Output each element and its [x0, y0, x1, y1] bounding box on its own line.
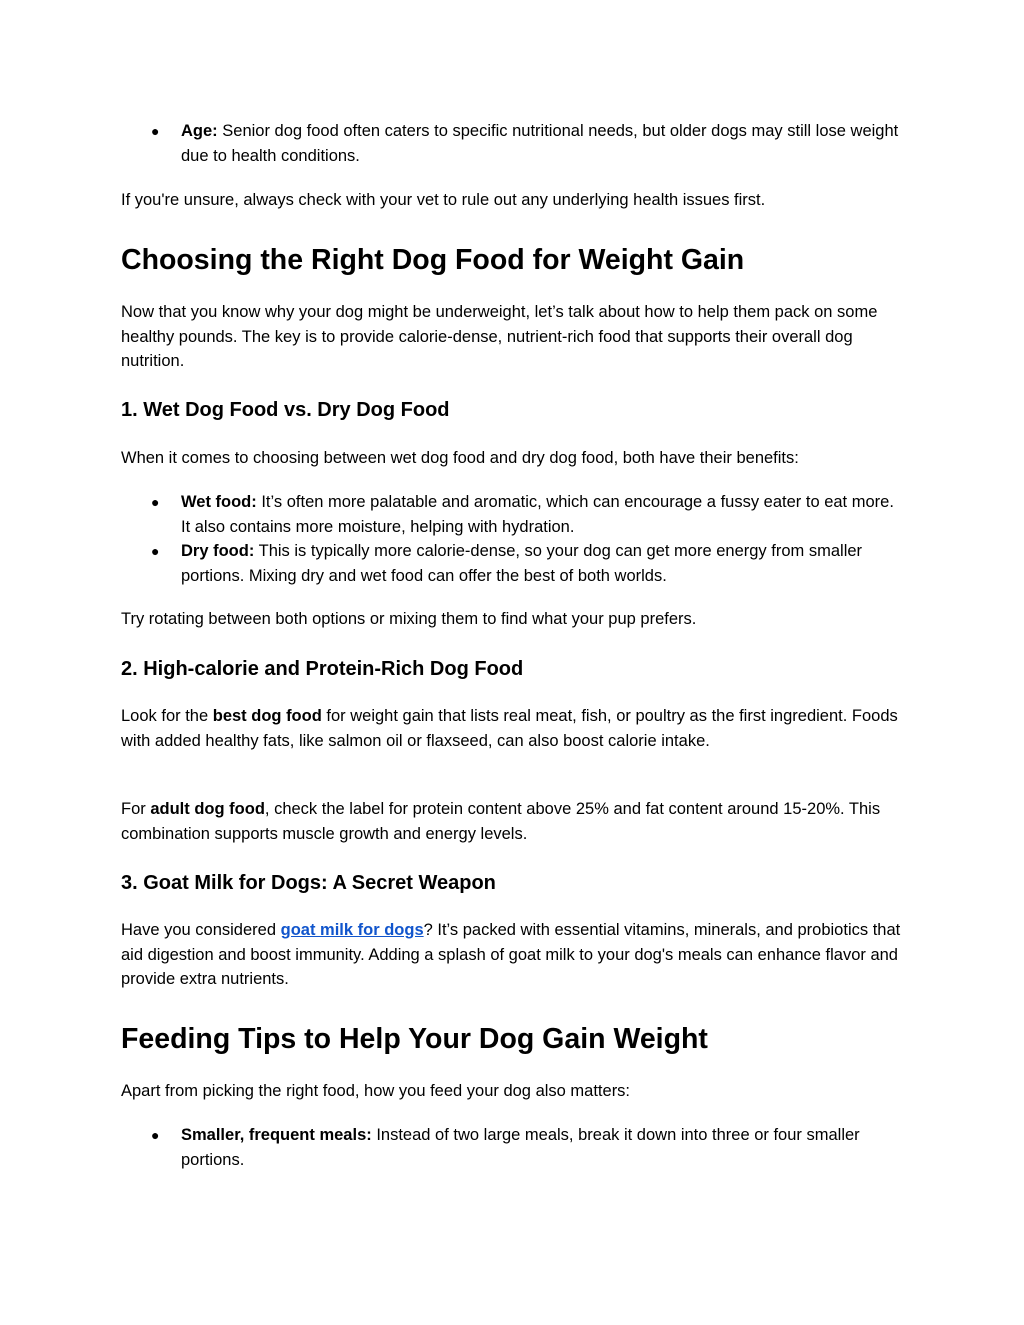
bullet-icon: ●: [151, 1127, 160, 1143]
goat-milk-link[interactable]: goat milk for dogs: [280, 921, 424, 939]
feeding-tips-intro: Apart from picking the right food, how you feed your dog also matters:: [121, 1082, 631, 1100]
wet-vs-dry-intro: When it comes to choosing between wet dog food and dry dog food, both have their benefits:: [121, 449, 799, 467]
section-heading-choosing-food: Choosing the Right Dog Food for Weight Gain: [121, 244, 745, 276]
section-intro-paragraph: Now that you know why your dog might be underweight, let’s talk about how to help them pack on some healthy pounds. The key is to provide calorie-dense, nutrient-rich food that supports their overall dog nutrition.: [121, 303, 878, 370]
subheading-goat-milk: 3. Goat Milk for Dogs: A Secret Weapon: [121, 872, 496, 894]
section-heading-feeding-tips: Feeding Tips to Help Your Dog Gain Weight: [121, 1023, 708, 1055]
bullet-icon: ●: [151, 543, 160, 559]
subheading-wet-vs-dry: 1. Wet Dog Food vs. Dry Dog Food: [121, 399, 450, 421]
bold-best-dog-food: best dog food: [212, 707, 322, 725]
high-calorie-paragraph-2: For adult dog food, check the label for protein content above 25% and fat content around 15-20%. This combination supports muscle growth and energy levels.: [121, 800, 881, 843]
list-item-label: Age:: [181, 122, 218, 140]
goat-milk-paragraph: Have you considered goat milk for dogs? It’s packed with essential vitamins, minerals, and probiotics that aid digestion and boost immunity. Adding a splash of goat milk to your dog's meals can enhance flavor and provide extra nutrients.: [121, 921, 901, 988]
list-item-text: Instead of two large meals, break it down into three or four smaller portions.: [181, 1126, 860, 1169]
wet-vs-dry-outro: Try rotating between both options or mixing them to find what your pup prefers.: [121, 610, 697, 628]
list-item-dry-food: [151, 539, 901, 588]
list-item-text: This is typically more calorie-dense, so your dog can get more energy from smaller portions. Mixing dry and wet food can offer the best of both worlds.: [181, 542, 863, 585]
bold-adult-dog-food: adult dog food: [150, 800, 265, 818]
list-item-label: Dry food:: [181, 542, 255, 560]
high-calorie-paragraph-1: Look for the best dog food for weight gain that lists real meat, fish, or poultry as the first ingredient. Foods with added healthy fats, like salmon oil or flaxseed, can also boost calorie intake.: [121, 707, 898, 750]
list-item-text: Senior dog food often caters to specific nutritional needs, but older dogs may still lose weight due to health conditions.: [181, 122, 899, 165]
list-item-age: [151, 119, 901, 168]
list-item-wet-food: [151, 490, 901, 539]
list-item-label: Wet food:: [181, 493, 257, 511]
bullet-icon: ●: [151, 123, 160, 139]
list-item-smaller-meals: [151, 1123, 901, 1172]
bullet-icon: ●: [151, 494, 160, 510]
vet-note-paragraph: If you're unsure, always check with your vet to rule out any underlying health issues first.: [121, 191, 766, 209]
subheading-high-calorie: 2. High-calorie and Protein-Rich Dog Food: [121, 658, 524, 680]
list-item-text: It’s often more palatable and aromatic, which can encourage a fussy eater to eat more. It also contains more moisture, helping with hydration.: [181, 493, 894, 536]
list-item-label: Smaller, frequent meals:: [181, 1126, 372, 1144]
